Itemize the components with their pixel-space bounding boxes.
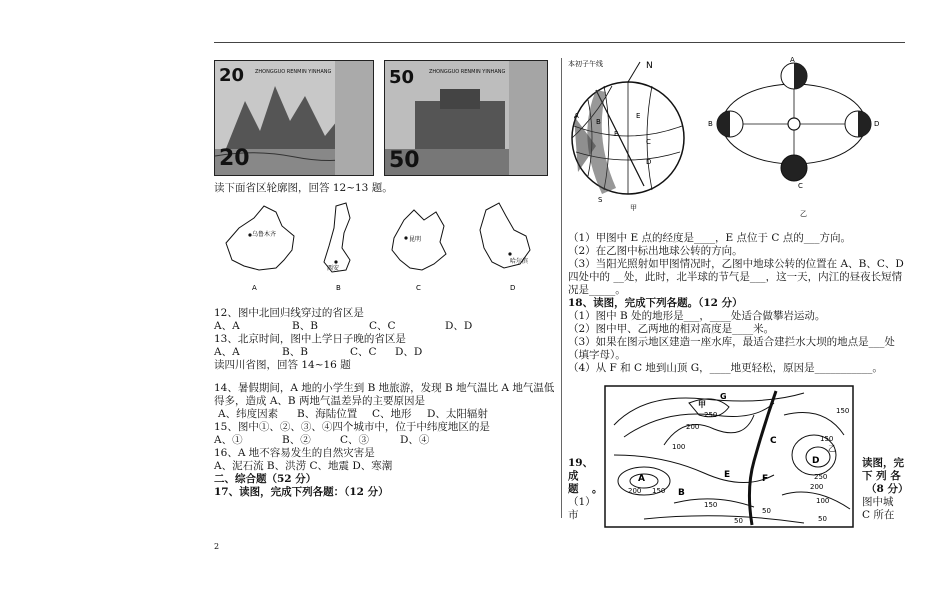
globe-point-a: A — [574, 112, 579, 120]
contour-label-f: F — [762, 474, 769, 484]
q19-left-dot: 。 — [592, 483, 603, 495]
q19-right-2: 下 列 各 — [862, 470, 901, 482]
contour-label-200b: 200 — [628, 487, 642, 495]
orbit-label-b: B — [708, 120, 713, 128]
q19-right-3: （8 分） — [866, 483, 909, 495]
column-divider — [561, 58, 562, 518]
globe-point-f: F — [614, 130, 619, 138]
contour-label-c: C — [770, 436, 777, 446]
banknote-50-number-bottom: 50 — [389, 148, 420, 173]
q14-line1: 14、暑假期间，A 地的小学生到 B 地旅游，发现 B 地气温比 A 地气温低 — [214, 382, 555, 394]
contour-label-jia: 甲 — [698, 400, 706, 409]
globe-point-c: C — [646, 138, 651, 146]
note-12-13: 读下面省区轮廓图，回答 12~13 题。 — [214, 182, 393, 194]
globe-point-e: E — [636, 112, 641, 120]
province-label-d: D — [510, 284, 516, 292]
contour-label-250b: 250 — [814, 473, 828, 481]
figure-yi-label: 乙 — [800, 210, 807, 218]
q14-opt-a: A、纬度因素 — [218, 408, 279, 420]
contour-label-d: D — [812, 456, 820, 466]
q14-opt-b: B、海陆位置 — [297, 408, 358, 420]
contour-label-150a: 150 — [820, 435, 834, 443]
q12-opt-c: C、C — [369, 320, 396, 332]
globe-point-s: S — [598, 196, 603, 204]
contour-label-b: B — [678, 488, 685, 498]
q13-opt-d: D、D — [395, 346, 423, 358]
contour-label-50b: 50 — [734, 517, 743, 525]
globe-point-d: D — [646, 158, 652, 166]
top-rule — [214, 42, 905, 43]
q18-heading: 18、读图，完成下列各题。（12 分） — [568, 297, 743, 309]
note-14-16: 读四川省图，回答 14~16 题 — [214, 359, 351, 371]
north-label: N — [646, 61, 653, 71]
q19-right-1: 读图，完 — [862, 457, 904, 469]
contour-map-figure — [604, 385, 856, 529]
q17-2: （2）在乙图中标出地球公转的方向。 — [568, 245, 743, 257]
q17-1: （1）甲图中 E 点的经度是____，E 点位于 C 点的___方向。 — [568, 232, 851, 244]
q17-3-line3: 况是_____。 — [568, 284, 626, 296]
banknote-20-number-top: 20 — [219, 65, 245, 86]
contour-label-100b: 100 — [816, 497, 830, 505]
contour-label-150b: 150 — [652, 487, 666, 495]
q19-left-1: 19、 — [568, 457, 594, 469]
figure-jia-label: 甲 — [630, 204, 637, 212]
province-label-b: B — [336, 284, 341, 292]
q17-3-line2: 四处中的 __处，此时，北半球的节气是___，这一天，内江的昼夜长短情 — [568, 271, 903, 283]
q14-line2: 得多，造成 A、B 两地气温差异的主要原因是 — [214, 395, 425, 407]
q19-left-4: （1） — [568, 496, 596, 508]
q16-options: A、泥石流 B、洪涝 C、地震 D、寒潮 — [214, 460, 393, 472]
prime-meridian-label: 本初子午线 — [568, 60, 603, 68]
globe-point-b: B — [596, 118, 601, 126]
province-label-c: C — [416, 284, 421, 292]
q12-opt-d: D、D — [445, 320, 473, 332]
banknote-20-header: ZHONGGUO RENMIN YINHANG — [255, 69, 332, 75]
q15-opt-b: B、② — [282, 434, 311, 446]
city-label-harbin: 哈尔滨 — [510, 258, 529, 265]
orbit-label-d: D — [874, 120, 880, 128]
province-label-a: A — [252, 284, 257, 292]
province-outlines-figure — [214, 198, 559, 298]
banknote-50-image — [384, 60, 548, 176]
q19-right-5: C 所在 — [862, 509, 895, 521]
city-label-kunming: 昆明 — [409, 236, 422, 243]
q15-opt-c: C、③ — [340, 434, 370, 446]
globe-figure-jia — [566, 56, 690, 212]
banknote-20-number-bottom: 20 — [219, 146, 250, 171]
q19-left-2: 成 — [568, 470, 579, 482]
q12-opt-b: B、B — [292, 320, 318, 332]
contour-label-100a: 100 — [672, 443, 686, 451]
q18-1: （1）图中 B 处的地形是___，____处适合做攀岩运动。 — [568, 310, 826, 322]
q18-4: （4）从 F 和 C 地到山顶 G，____地更轻松，原因是___________。 — [568, 362, 883, 374]
banknote-50-header: ZHONGGUO RENMIN YINHANG — [429, 69, 506, 75]
q17-3-line1: （3）当阳光照射如甲图情况时，乙图中地球公转的位置在 A、B、C、D — [568, 258, 904, 270]
page-number: 2 — [214, 542, 220, 551]
contour-label-150c: 150 — [704, 501, 718, 509]
contour-label-g: G — [720, 392, 727, 401]
q17-heading: 17、读图，完成下列各题：（12 分） — [214, 486, 389, 498]
q18-3-line1: （3）如果在图示地区建造一座水库，最适合建拦水大坝的地点是___处 — [568, 336, 895, 348]
q18-2: （2）图中甲、乙两地的相对高度是____米。 — [568, 323, 775, 335]
q19-right-4: 图中城 — [862, 496, 894, 508]
q13-text: 13、北京时间，图中上学日子晚的省区是 — [214, 333, 406, 345]
q18-3-line2: （填字母）。 — [568, 349, 626, 361]
contour-label-e: E — [724, 470, 731, 480]
q16-text: 16、A 地不容易发生的自然灾害是 — [214, 447, 375, 459]
contour-label-200a: 200 — [686, 423, 700, 431]
q13-opt-b: B、B — [282, 346, 308, 358]
contour-label-150d: 150 — [836, 407, 850, 415]
q15-text: 15、图中①、②、③、④四个城市中，位于中纬度地区的是 — [214, 421, 490, 433]
banknote-50-number-top: 50 — [389, 67, 415, 88]
banknote-20-image — [214, 60, 374, 176]
q14-opt-c: C、地形 — [372, 408, 412, 420]
contour-label-50a: 50 — [762, 507, 771, 515]
q13-opt-a: A、A — [214, 346, 240, 358]
contour-label-yi: 乙 — [828, 444, 836, 453]
q12-text: 12、图中北回归线穿过的省区是 — [214, 307, 364, 319]
contour-label-a: A — [638, 474, 645, 484]
q19-left-5: 市 — [568, 509, 579, 521]
q15-opt-d: D、④ — [400, 434, 430, 446]
orbit-label-a: A — [790, 56, 795, 64]
q19-left-3: 题 — [568, 483, 579, 495]
q12-opt-a: A、A — [214, 320, 240, 332]
contour-label-250a: 250 — [704, 411, 718, 419]
q14-opt-d: D、太阳辐射 — [427, 408, 488, 420]
contour-label-50c: 50 — [818, 515, 827, 523]
section-2-heading: 二、综合题（52 分） — [214, 473, 317, 485]
orbit-label-c: C — [798, 182, 803, 190]
city-label-urumqi: 乌鲁木齐 — [252, 231, 277, 238]
q15-opt-a: A、① — [214, 434, 243, 446]
city-label-xian: 西安 — [327, 265, 340, 272]
orbit-figure-yi — [704, 56, 884, 220]
province-a-outline — [226, 206, 294, 270]
contour-label-200c: 200 — [810, 483, 824, 491]
q13-opt-c: C、C — [350, 346, 377, 358]
